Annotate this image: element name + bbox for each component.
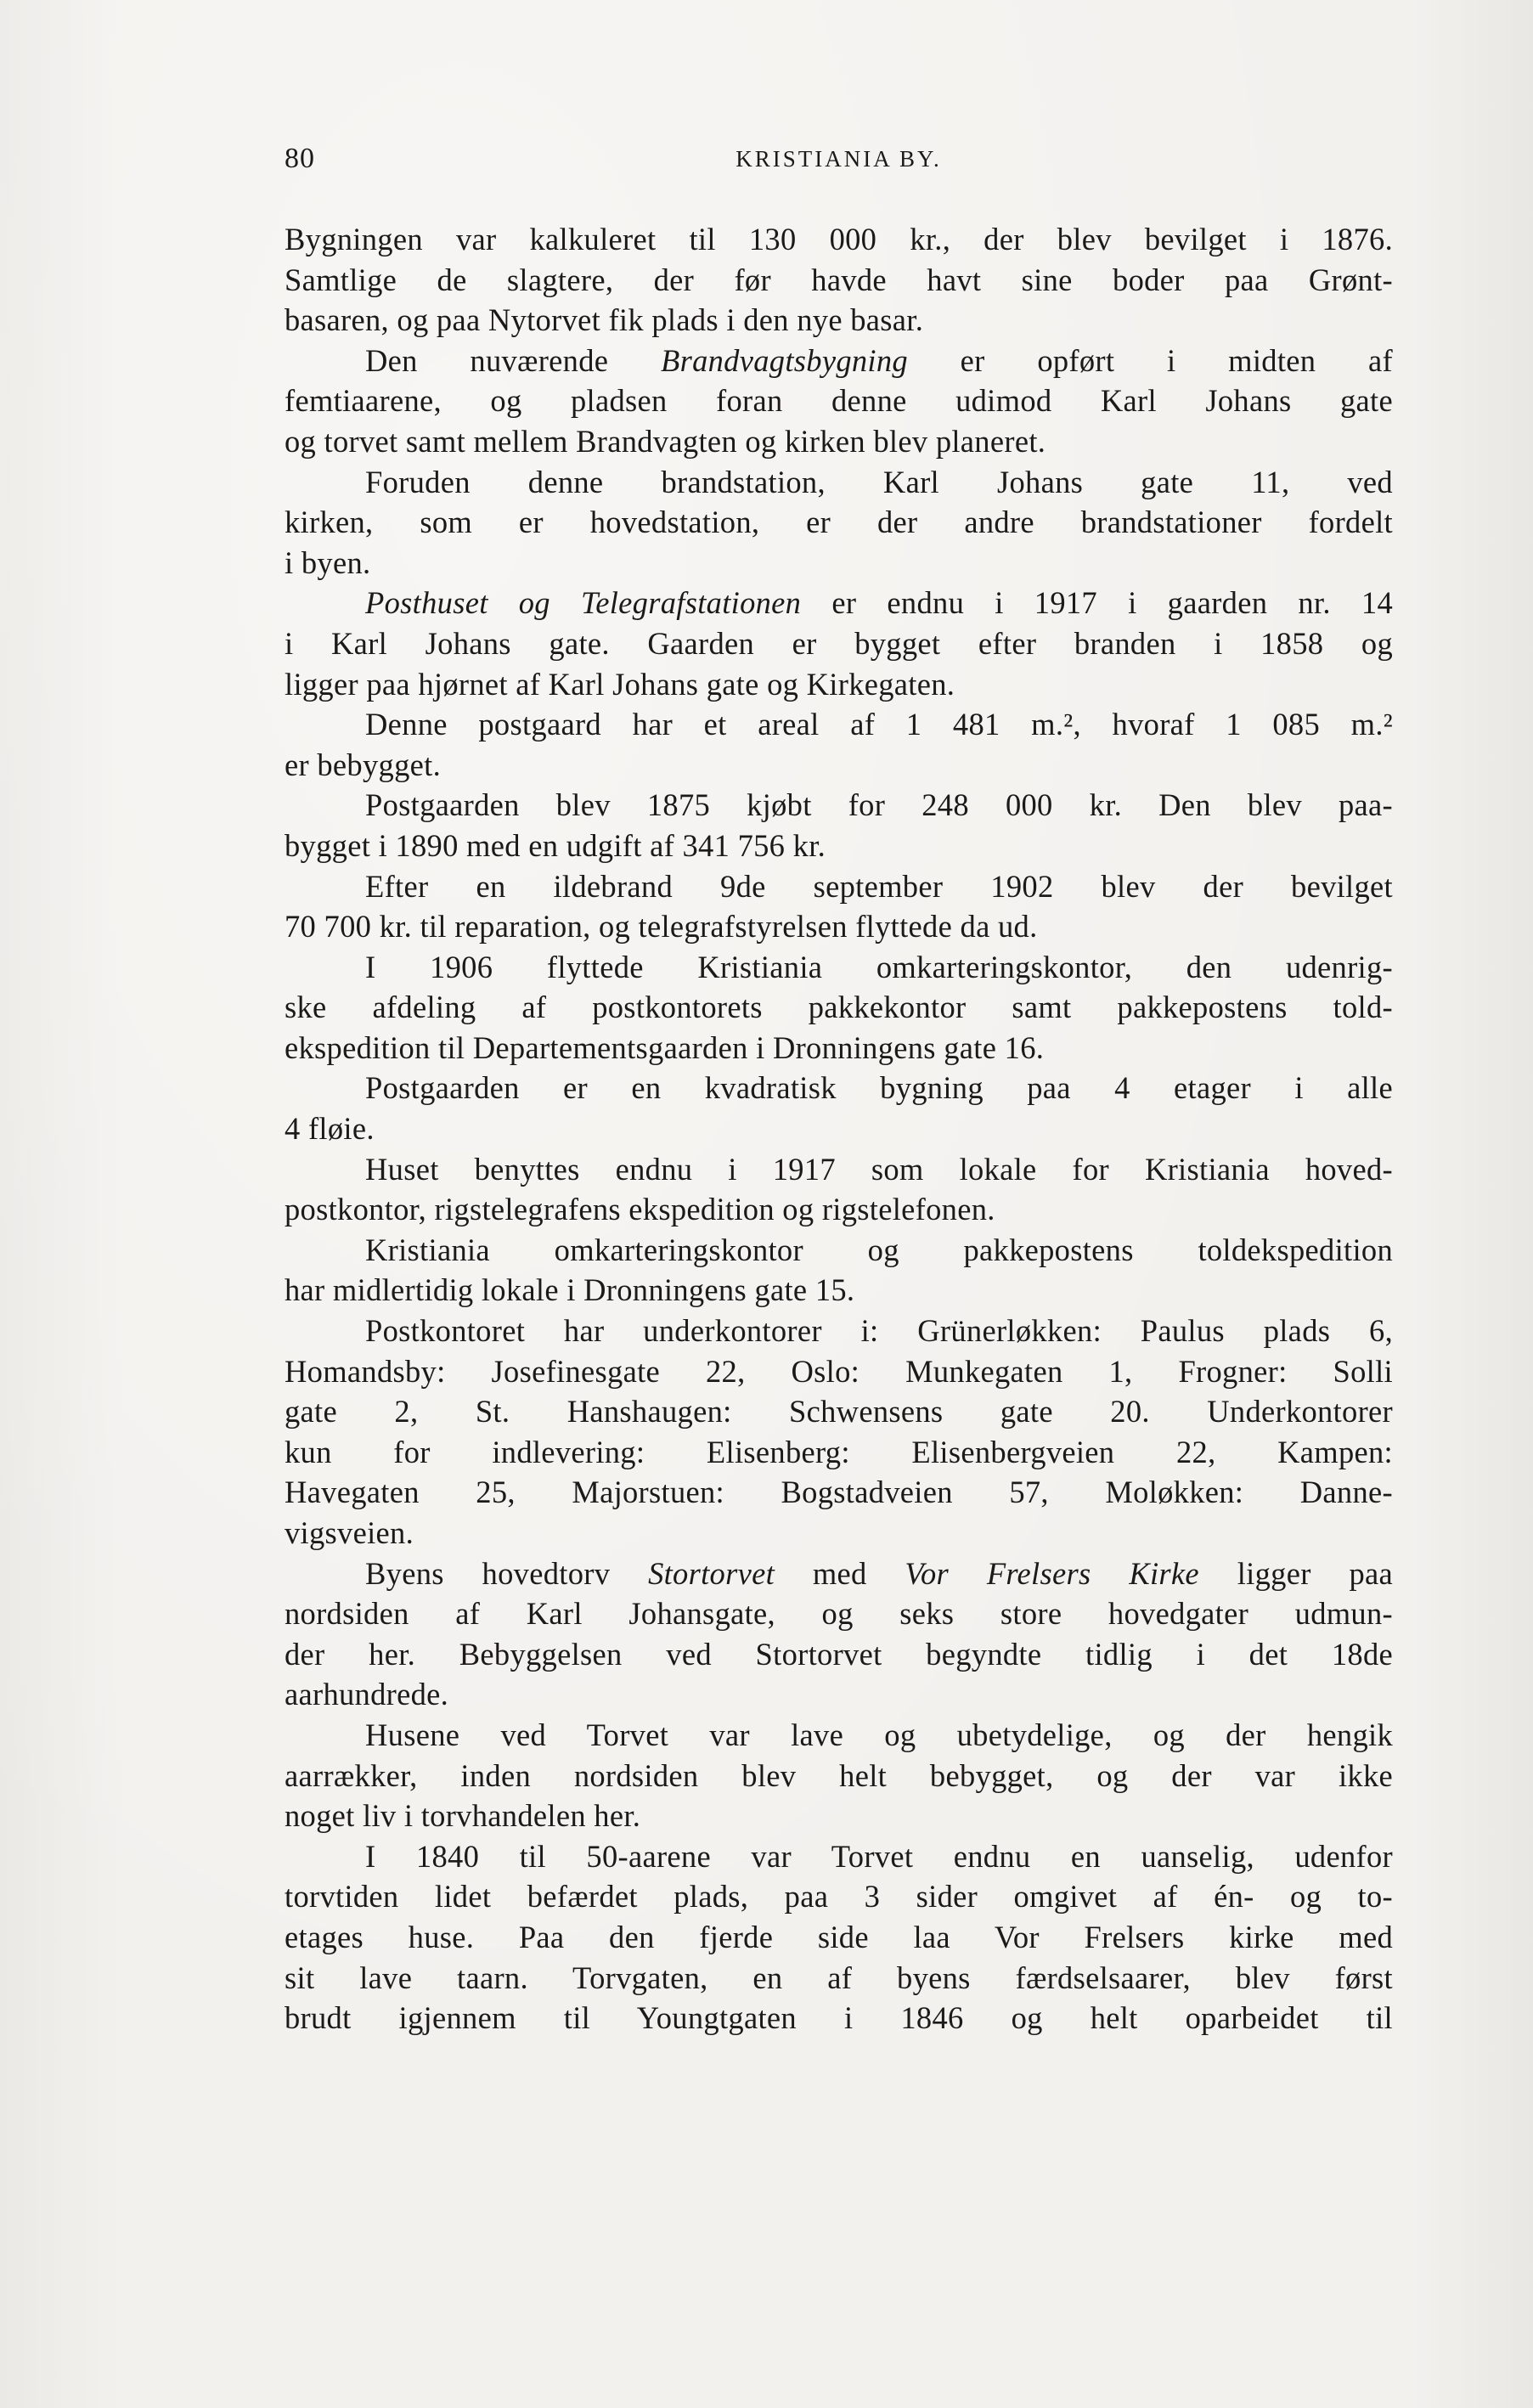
text-line: Foruden denne brandstation, Karl Johans gate 11, ved [365,464,1393,499]
text-line: i Karl Johans gate. Gaarden er bygget efter branden i 1858 og [285,625,1393,661]
text-line: Husene ved Torvet var lave og ubetydelige, og der hengik [365,1717,1393,1752]
page-number: 80 [285,143,315,174]
text-line: Postkontoret har underkontorer i: Grünerløkken: Paulus plads 6, [365,1313,1393,1349]
text-line: ligger paa hjørnet af Karl Johans gate og Kirkegaten. [285,666,955,702]
text-line: femtiaarene, og pladsen foran denne udimod Karl Johans gate [285,383,1393,419]
text-line: bygget i 1890 med en udgift af 341 756 kr. [285,827,826,863]
text-line: etages huse. Paa den fjerde side laa Vor Frelsers kirke med [285,1919,1393,1954]
page-header [285,143,1393,177]
text-line: kirken, som er hovedstation, er der andre brandstationer fordelt [285,505,1393,540]
text-line: i byen. [285,544,371,580]
text-line: og torvet samt mellem Brandvagten og kirken blev planeret. [285,423,1046,459]
text-line: I 1906 flyttede Kristiania omkarteringskontor, den udenrig- [365,949,1393,984]
text-line: postkontor, rigstelegrafens ekspedition og rigstelefonen. [285,1192,995,1227]
text-line: ekspedition til Departementsgaarden i Dronningens gate 16. [285,1029,1045,1065]
text-line: vigsveien. [285,1515,414,1550]
italic-term: Brandvagtsbygning [660,342,908,378]
running-title: KRISTIANIA BY. [736,146,942,172]
text-line: Denne postgaard har et areal af 1 481 m.², hvoraf 1 085 m.² [365,707,1393,742]
text-line: Byens hovedtorv Stortorvet med Vor Frelsers Kirke ligger paa [365,1555,1394,1591]
text-line: Bygningen var kalkuleret til 130 000 kr., der blev bevilget i 1876. [285,222,1393,257]
text-line: Posthuset og Telegrafstationen er endnu i 1917 i gaarden nr. 14 [365,585,1393,621]
text-line: Efter en ildebrand 9de september 1902 blev der bevilget [365,868,1393,904]
text-line: har midlertidig lokale i Dronningens gate 15. [285,1272,855,1308]
text-line: der her. Bebyggelsen ved Stortorvet begyndte tidlig i det 18de [285,1636,1393,1672]
text-line: gate 2, St. Hanshaugen: Schwensens gate 20. Underkontorer [285,1394,1393,1430]
text-line: kun for indlevering: Elisenberg: Elisenbergveien 22, Kampen: [285,1434,1393,1469]
text-line: torvtiden lidet befærdet plads, paa 3 sider omgivet af én- og to- [285,1879,1393,1915]
text-line: 70 700 kr. til reparation, og telegrafstyrelsen flyttede da ud. [285,909,1038,945]
italic-term: Posthuset og Telegrafstationen [365,585,802,621]
text-line: brudt igjennem til Youngtgaten i 1846 og helt oparbeidet til [285,2000,1393,2036]
text-line: Huset benyttes endnu i 1917 som lokale for Kristiania hoved- [365,1151,1393,1187]
text-line: ske afdeling af postkontorets pakkekontor samt pakkepostens told- [285,990,1393,1025]
text-line: Havegaten 25, Majorstuen: Bogstadveien 57, Moløkken: Danne- [285,1475,1393,1510]
text-line: 4 fløie. [285,1111,375,1147]
text-line: Den nuværende Brandvagtsbygning er opført i midten af [365,342,1393,378]
text-line: I 1840 til 50-aarene var Torvet endnu en uanselig, udenfor [365,1838,1393,1874]
italic-term: Vor Frelsers Kirke [905,1555,1199,1591]
text-line: Postgaarden blev 1875 kjøbt for 248 000 kr. Den blev paa- [365,787,1393,823]
text-line: basaren, og paa Nytorvet fik plads i den nye basar. [285,302,924,338]
text-line: er bebygget. [285,747,441,782]
text-line: sit lave taarn. Torvgaten, en af byens færdselsaarer, blev først [285,1960,1393,1995]
text-line: Postgaarden er en kvadratisk bygning paa 4 etager i alle [365,1070,1393,1106]
text-line: aarhundrede. [285,1677,449,1712]
text-line: noget liv i torvhandelen her. [285,1798,641,1834]
italic-term: Stortorvet [648,1555,775,1591]
body-text [285,219,1393,2039]
text-line: Samtlige de slagtere, der før havde havt sine boder paa Grønt- [285,262,1393,297]
text-line: Homandsby: Josefinesgate 22, Oslo: Munkegaten 1, Frogner: Solli [285,1353,1393,1389]
text-line: nordsiden af Karl Johansgate, og seks store hovedgater udmun- [285,1596,1393,1632]
text-line: aarrækker, inden nordsiden blev helt bebygget, og der var ikke [285,1757,1393,1793]
text-line: Kristiania omkarteringskontor og pakkepostens toldekspedition [365,1232,1393,1267]
